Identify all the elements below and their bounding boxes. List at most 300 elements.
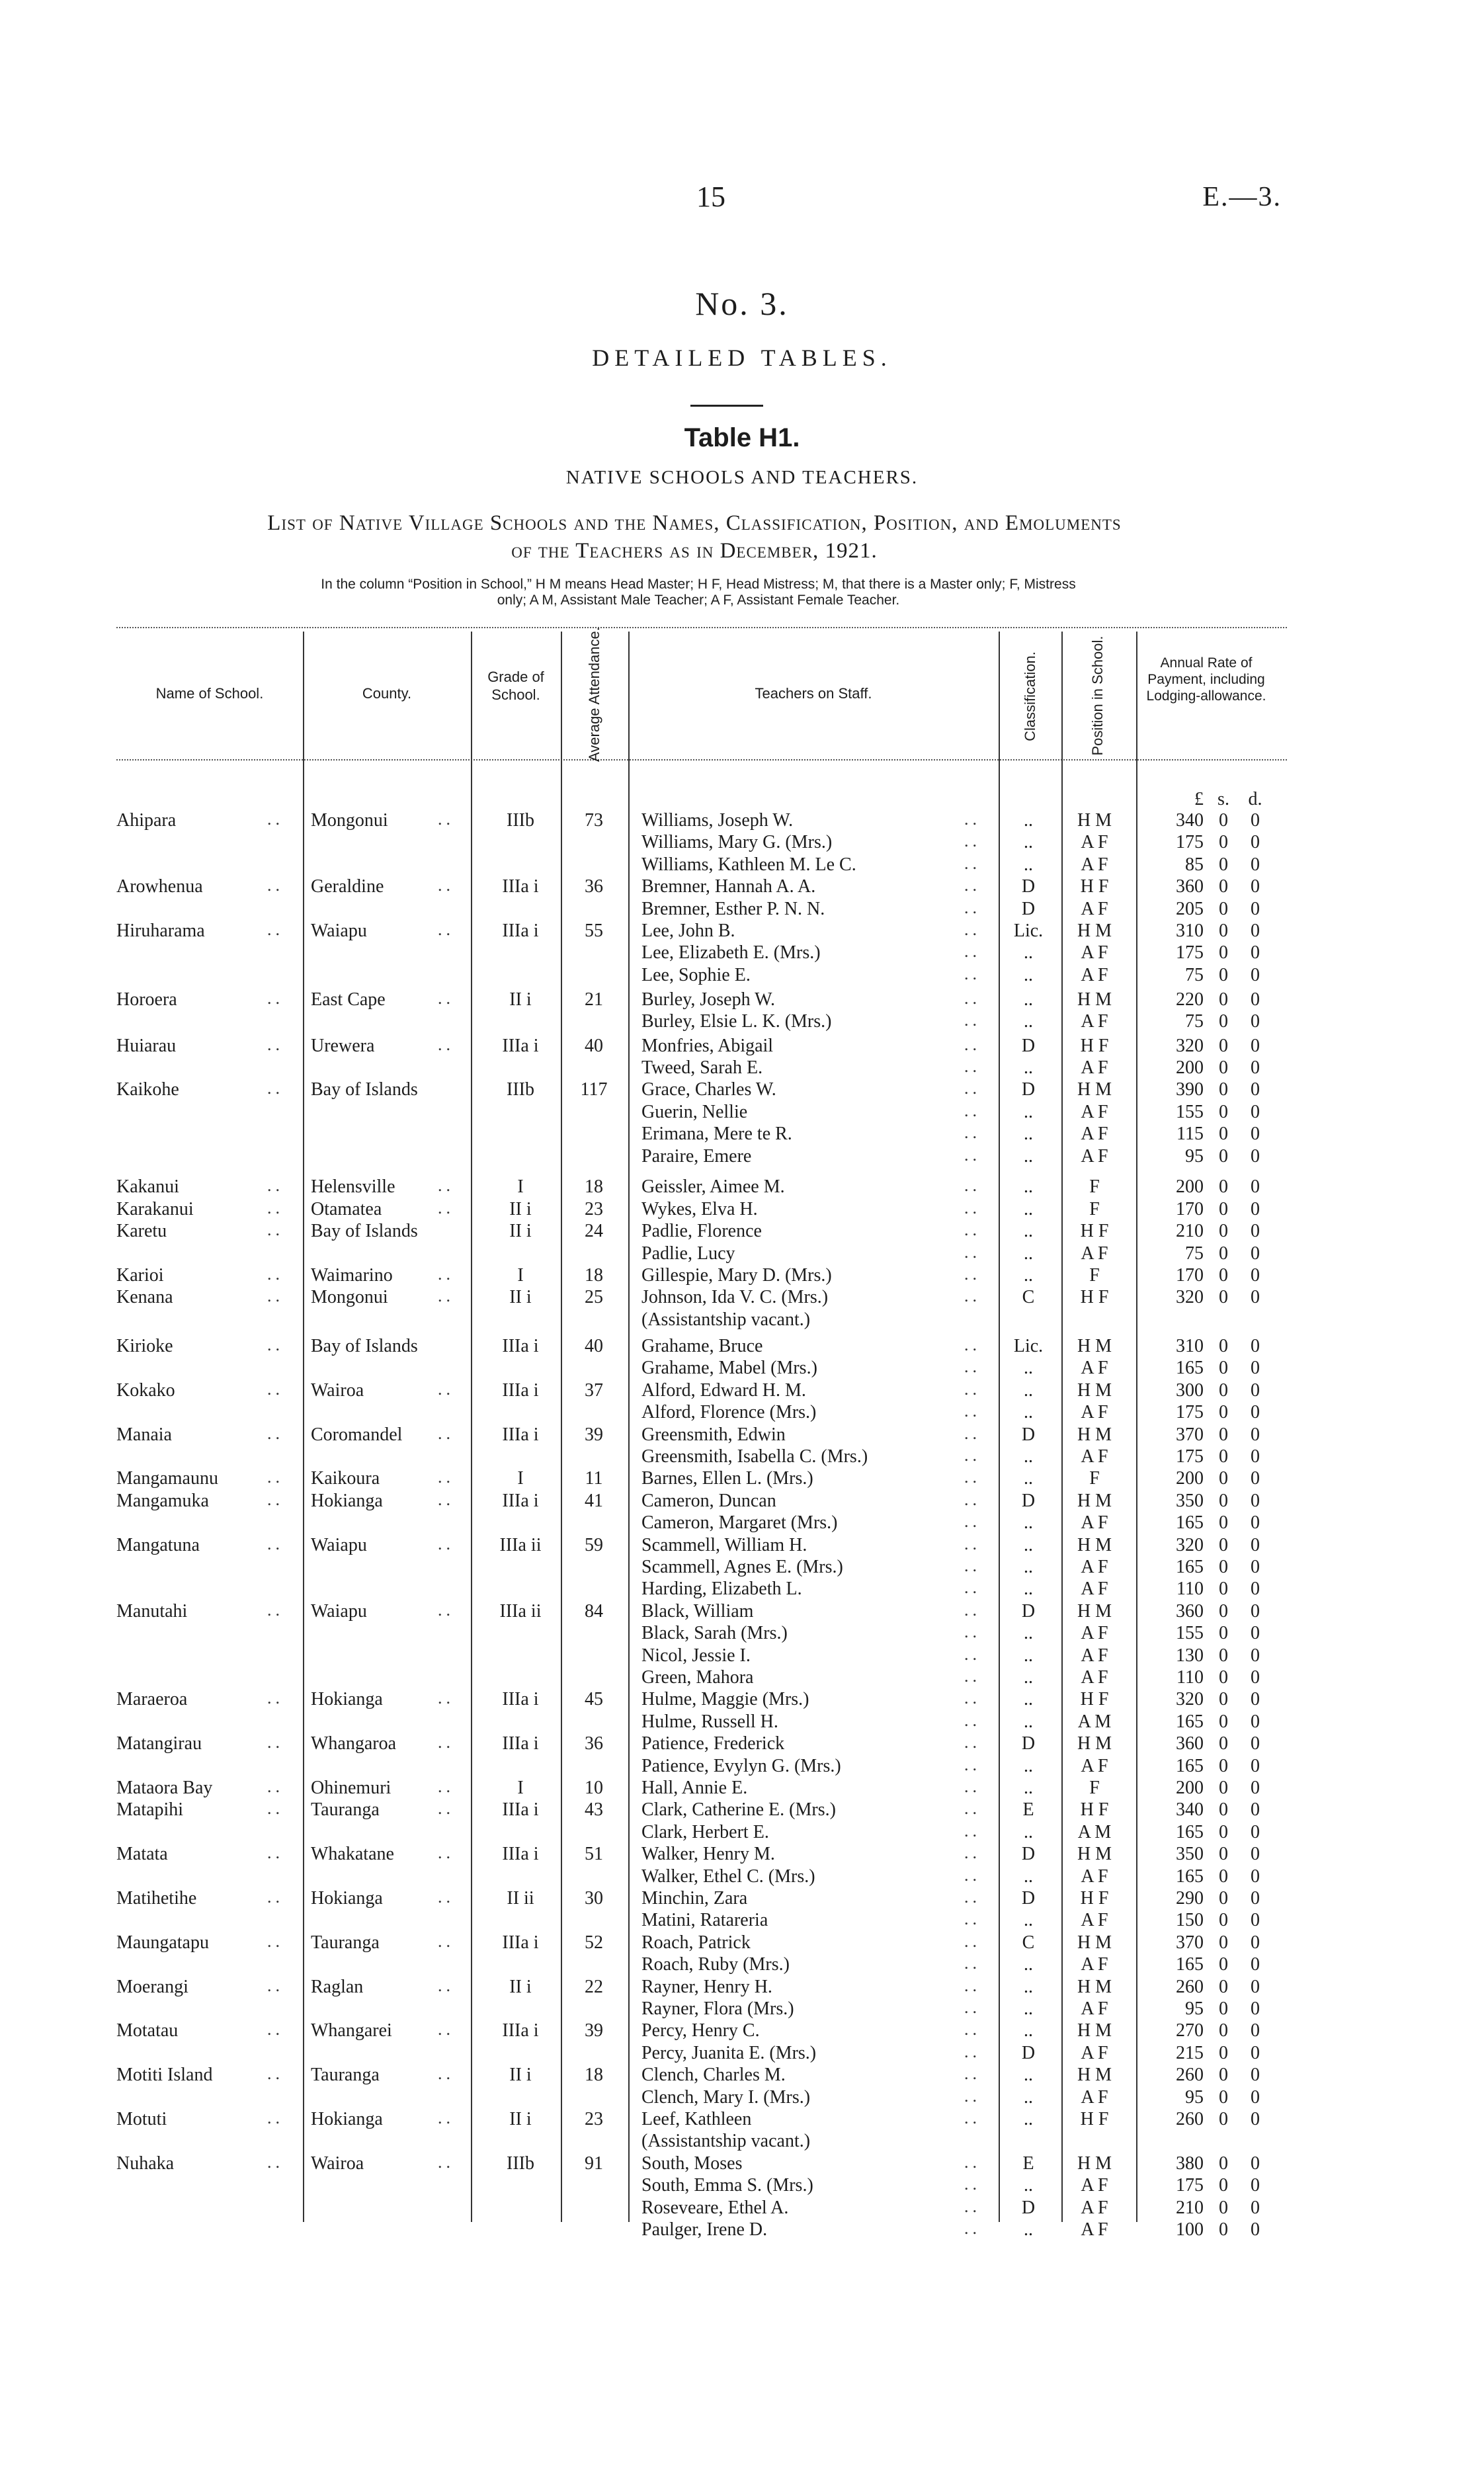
row-pounds: 85 [1185, 854, 1204, 875]
row-position: A F [1081, 1998, 1108, 2019]
row-shillings: 0 [1219, 1932, 1228, 1953]
row-teacher: Clench, Mary I. (Mrs.) [641, 2086, 811, 2108]
row-pounds: 175 [1176, 1446, 1204, 1467]
row-classification: .. [1024, 1666, 1033, 1688]
row-position: A F [1081, 1645, 1108, 1666]
row-pounds: 130 [1176, 1645, 1204, 1666]
row-classification: E [1022, 1799, 1034, 1821]
row-classification: .. [1024, 1579, 1033, 1600]
row-pounds: 165 [1176, 1711, 1204, 1732]
leader-dots: .. [438, 2108, 454, 2127]
leader-dots: .. [964, 1754, 981, 1774]
row-classification: Lic. [1013, 921, 1044, 941]
row-classification: .. [1024, 1755, 1033, 1776]
row-county: Waiapu [311, 1600, 367, 1622]
row-pence: 0 [1251, 1079, 1260, 1100]
row-position: H M [1077, 2065, 1112, 2086]
row-teacher: Burley, Elsie L. K. (Mrs.) [641, 1010, 832, 1032]
row-pence: 0 [1251, 1954, 1260, 1975]
row-county: Hokianga [311, 1887, 383, 1909]
row-shillings: 0 [1219, 2042, 1228, 2063]
row-position: A F [1081, 1402, 1108, 1423]
row-pence: 0 [1251, 1799, 1260, 1821]
row-pounds: 260 [1176, 2108, 1204, 2129]
row-teacher: Leef, Kathleen [641, 2108, 752, 2129]
row-pounds: 210 [1176, 1221, 1204, 1242]
row-pence: 0 [1251, 1101, 1260, 1122]
row-teacher: Lee, John B. [641, 921, 735, 941]
row-shillings: 0 [1219, 1799, 1228, 1821]
row-teacher: Scammell, Agnes E. (Mrs.) [641, 1556, 843, 1577]
row-county: Wairoa [311, 1379, 364, 1401]
row-teacher: Williams, Mary G. (Mrs.) [641, 832, 833, 853]
row-classification: .. [1024, 1556, 1033, 1577]
row-classification: D [1021, 898, 1036, 919]
row-teacher: Patience, Evylyn G. (Mrs.) [641, 1755, 841, 1776]
row-shillings: 0 [1219, 1379, 1228, 1401]
row-position: H M [1077, 1490, 1112, 1511]
row-position: A F [1081, 1579, 1108, 1600]
row-shillings: 0 [1219, 2108, 1228, 2129]
row-classification: D [1021, 2197, 1036, 2218]
row-teacher: Clench, Charles M. [641, 2065, 786, 2086]
row-pounds: 290 [1176, 1887, 1204, 1909]
row-pence: 0 [1251, 2065, 1260, 2086]
row-pounds: 200 [1176, 1057, 1204, 1079]
row-pounds: 165 [1176, 1556, 1204, 1577]
leader-dots: .. [438, 1379, 454, 1399]
column-header-attendance: Average Attendance. [586, 627, 602, 762]
row-shillings: 0 [1219, 1534, 1228, 1555]
row-shillings: 0 [1219, 1711, 1228, 1732]
leader-dots: .. [964, 1666, 981, 1686]
row-pence: 0 [1251, 1379, 1260, 1401]
leader-dots: .. [964, 920, 981, 939]
row-classification: .. [1024, 1910, 1033, 1931]
row-pence: 0 [1251, 1579, 1260, 1600]
leader-dots: .. [964, 1776, 981, 1796]
leader-dots: .. [964, 1079, 981, 1098]
row-school: Kakanui [116, 1176, 179, 1198]
table-note-line-1: In the column “Position in School,” H M means Head Master; H F, Head Mistress; M, that there is a Master only; F, Mistress [321, 577, 1076, 592]
row-shillings: 0 [1219, 921, 1228, 941]
row-pence: 0 [1251, 1265, 1260, 1286]
row-school: Huiarau [116, 1035, 177, 1056]
row-attendance: 36 [585, 1733, 603, 1754]
leader-dots: .. [438, 2020, 454, 2039]
row-position: A F [1081, 832, 1108, 853]
leader-dots: .. [438, 1034, 454, 1054]
leader-dots: .. [964, 1954, 981, 1973]
leader-dots: .. [964, 1600, 981, 1620]
row-shillings: 0 [1219, 1079, 1228, 1100]
row-pence: 0 [1251, 1755, 1260, 1776]
leader-dots: .. [964, 2064, 981, 2084]
leader-dots: .. [438, 1534, 454, 1553]
column-header-grade: Grade of School. [487, 669, 544, 703]
row-pence: 0 [1251, 1287, 1260, 1308]
row-position: A F [1081, 898, 1108, 919]
row-pounds: 75 [1185, 1243, 1204, 1264]
row-pence: 0 [1251, 1711, 1260, 1732]
row-position: A F [1081, 854, 1108, 875]
leader-dots: .. [964, 1644, 981, 1664]
row-pounds: 165 [1176, 1821, 1204, 1842]
row-pounds: 95 [1185, 2086, 1204, 2108]
leader-dots: .. [964, 2218, 981, 2238]
leader-dots: .. [267, 1467, 284, 1487]
leader-dots: .. [267, 1034, 284, 1054]
row-shillings: 0 [1219, 1666, 1228, 1688]
row-grade: IIIa i [502, 1335, 539, 1356]
row-school: Karetu [116, 1221, 167, 1242]
row-classification: .. [1024, 1402, 1033, 1423]
row-school: Moerangi [116, 1976, 188, 1997]
row-school: Kirioke [116, 1335, 173, 1356]
row-teacher: Grahame, Mabel (Mrs.) [641, 1358, 817, 1379]
row-classification: .. [1024, 1954, 1033, 1975]
row-attendance: 91 [585, 2153, 603, 2174]
row-school: Kokako [116, 1379, 175, 1401]
row-grade: IIIa i [502, 876, 539, 897]
leader-dots: .. [267, 1534, 284, 1553]
row-pence: 0 [1251, 1645, 1260, 1666]
row-classification: .. [1024, 1176, 1033, 1198]
row-pounds: 370 [1176, 1424, 1204, 1445]
leader-dots: .. [964, 2041, 981, 2061]
row-pounds: 75 [1185, 1010, 1204, 1032]
row-teacher: Roach, Patrick [641, 1932, 751, 1953]
leader-dots: .. [964, 942, 981, 962]
row-shillings: 0 [1219, 1035, 1228, 1056]
row-shillings: 0 [1219, 1866, 1228, 1887]
row-classification: .. [1024, 854, 1033, 875]
row-classification: .. [1024, 832, 1033, 853]
row-pence: 0 [1251, 1821, 1260, 1842]
row-position: F [1089, 1198, 1100, 1219]
row-classification: .. [1024, 1976, 1033, 1997]
row-pounds: 165 [1176, 1358, 1204, 1379]
row-attendance: 73 [585, 810, 603, 831]
leader-dots: .. [438, 1198, 454, 1217]
row-pounds: 165 [1176, 1512, 1204, 1534]
row-classification: .. [1024, 989, 1033, 1010]
column-header-county: County. [362, 685, 412, 702]
row-classification: .. [1024, 1468, 1033, 1489]
row-classification: D [1021, 1079, 1036, 1100]
row-position: H M [1077, 1932, 1112, 1953]
row-grade: IIIa i [502, 1689, 539, 1710]
row-pounds: 95 [1185, 1145, 1204, 1167]
leader-dots: .. [267, 1688, 284, 1708]
row-shillings: 0 [1219, 2065, 1228, 2086]
row-classification: .. [1024, 1534, 1033, 1555]
row-classification: .. [1024, 810, 1033, 831]
leader-dots: .. [267, 1887, 284, 1907]
row-classification: D [1021, 876, 1036, 897]
row-county: Geraldine [311, 876, 384, 897]
row-teacher: Walker, Henry M. [641, 1844, 775, 1865]
leader-dots: .. [438, 1286, 454, 1306]
row-attendance: 40 [585, 1035, 603, 1056]
leader-dots: .. [267, 1198, 284, 1217]
row-shillings: 0 [1219, 2020, 1228, 2041]
row-classification: .. [1024, 964, 1033, 985]
row-position: H M [1077, 989, 1112, 1010]
row-pence: 0 [1251, 854, 1260, 875]
row-attendance: 52 [585, 1932, 603, 1953]
row-position: A F [1081, 1124, 1108, 1145]
row-classification: E [1022, 2153, 1034, 2174]
row-classification: .. [1024, 942, 1033, 964]
row-position: H M [1077, 2153, 1112, 2174]
row-pence: 0 [1251, 1866, 1260, 1887]
leader-dots: .. [438, 1423, 454, 1443]
row-teacher: Hulme, Russell H. [641, 1711, 778, 1732]
leader-dots: .. [964, 2020, 981, 2039]
row-classification: C [1022, 1932, 1035, 1953]
row-classification: D [1021, 1490, 1036, 1511]
currency-pounds-label: £ [1194, 789, 1204, 809]
row-position: H F [1080, 876, 1109, 897]
row-school: Horoera [116, 989, 177, 1010]
row-attendance: 117 [580, 1079, 608, 1100]
leader-dots: .. [438, 1489, 454, 1509]
leader-dots: .. [964, 964, 981, 983]
row-pounds: 360 [1176, 1600, 1204, 1622]
leader-dots: .. [438, 876, 454, 895]
row-shillings: 0 [1219, 1176, 1228, 1198]
row-position: A F [1081, 1243, 1108, 1264]
row-pounds: 310 [1176, 921, 1204, 941]
row-county: Hokianga [311, 1490, 383, 1511]
leader-dots: .. [267, 1335, 284, 1354]
row-school: Kaikohe [116, 1079, 179, 1100]
row-school: Mangamuka [116, 1490, 209, 1511]
row-teacher: Roseveare, Ethel A. [641, 2197, 789, 2218]
leader-dots: .. [964, 1688, 981, 1708]
row-pence: 0 [1251, 1623, 1260, 1644]
row-position: A F [1081, 964, 1108, 985]
column-header-school: Name of School. [155, 685, 264, 702]
row-teacher: Nicol, Jessie I. [641, 1645, 751, 1666]
row-position: H F [1080, 1287, 1109, 1308]
row-pence: 0 [1251, 1221, 1260, 1242]
leader-dots: .. [964, 1357, 981, 1377]
leader-dots: .. [267, 876, 284, 895]
row-pence: 0 [1251, 1124, 1260, 1145]
row-attendance: 59 [585, 1534, 603, 1555]
row-teacher: Erimana, Mere te R. [641, 1124, 792, 1145]
leader-dots: .. [267, 1220, 284, 1240]
table-note-line-2: only; A M, Assistant Male Teacher; A F, Assistant Female Teacher. [497, 593, 900, 608]
row-county: Bay of Islands [311, 1335, 418, 1356]
row-grade: IIIa i [502, 1733, 539, 1754]
row-grade: IIIa i [502, 921, 539, 941]
row-grade: I [517, 1176, 524, 1198]
row-pence: 0 [1251, 832, 1260, 853]
row-pounds: 320 [1176, 1035, 1204, 1056]
leader-dots: .. [267, 1843, 284, 1863]
row-county: Waimarino [311, 1265, 393, 1286]
row-position: A F [1081, 2086, 1108, 2108]
row-shillings: 0 [1219, 1490, 1228, 1511]
leader-dots: .. [964, 897, 981, 917]
row-attendance: 23 [585, 2108, 603, 2129]
row-shillings: 0 [1219, 1777, 1228, 1798]
leader-dots: .. [964, 1123, 981, 1143]
leader-dots: .. [964, 1467, 981, 1487]
row-pence: 0 [1251, 2197, 1260, 2218]
row-attendance: 45 [585, 1689, 603, 1710]
row-position: A F [1081, 1101, 1108, 1122]
row-attendance: 18 [585, 1176, 603, 1198]
table-title: Table H1. [684, 423, 800, 452]
row-pence: 0 [1251, 1198, 1260, 1219]
table-description-line-1: List of Native Village Schools and the Names, Classification, Position, and Emoluments [267, 511, 1122, 535]
leader-dots: .. [964, 1555, 981, 1575]
row-position: F [1089, 1468, 1100, 1489]
row-pounds: 360 [1176, 1733, 1204, 1754]
row-classification: .. [1024, 1645, 1033, 1666]
row-county: Hokianga [311, 2108, 383, 2129]
row-county: Urewera [311, 1035, 375, 1056]
leader-dots: .. [964, 1512, 981, 1532]
currency-shillings-label: s. [1217, 789, 1229, 809]
row-attendance: 39 [585, 2020, 603, 2041]
leader-dots: .. [964, 1909, 981, 1929]
row-school: Manaia [116, 1424, 172, 1445]
row-pounds: 300 [1176, 1379, 1204, 1401]
row-position: A F [1081, 2197, 1108, 2218]
row-attendance: 18 [585, 2065, 603, 2086]
row-pounds: 200 [1176, 1176, 1204, 1198]
row-shillings: 0 [1219, 2086, 1228, 2108]
row-teacher: Alford, Florence (Mrs.) [641, 1402, 817, 1423]
currency-pence-label: d. [1248, 789, 1262, 809]
leader-dots: .. [267, 2152, 284, 2172]
row-pounds: 175 [1176, 2175, 1204, 2196]
row-teacher: Gillespie, Mary D. (Mrs.) [641, 1265, 832, 1286]
row-teacher: Greensmith, Edwin [641, 1424, 786, 1445]
row-classification: .. [1024, 1689, 1033, 1710]
row-pence: 0 [1251, 1976, 1260, 1997]
row-pounds: 170 [1176, 1265, 1204, 1286]
leader-dots: .. [964, 1423, 981, 1443]
leader-dots: .. [964, 1622, 981, 1642]
row-grade: IIIa i [502, 1490, 539, 1511]
row-county: Kaikoura [311, 1468, 380, 1489]
row-pence: 0 [1251, 1490, 1260, 1511]
row-pence: 0 [1251, 1176, 1260, 1198]
row-classification: .. [1024, 1101, 1033, 1122]
row-pounds: 100 [1176, 2219, 1204, 2240]
row-position: A M [1077, 1711, 1112, 1732]
row-teacher: (Assistantship vacant.) [641, 1309, 811, 1330]
row-attendance: 36 [585, 876, 603, 897]
row-teacher: Black, Sarah (Mrs.) [641, 1623, 788, 1644]
row-grade: IIIa i [502, 2020, 539, 2041]
row-pounds: 165 [1176, 1866, 1204, 1887]
row-shillings: 0 [1219, 1623, 1228, 1644]
row-classification: .. [1024, 1057, 1033, 1079]
row-school: Maungatapu [116, 1932, 209, 1953]
row-pounds: 200 [1176, 1468, 1204, 1489]
row-position: H M [1077, 1335, 1112, 1356]
row-classification: .. [1024, 1198, 1033, 1219]
leader-dots: .. [964, 1401, 981, 1421]
leader-dots: .. [267, 1931, 284, 1951]
leader-dots: .. [964, 2174, 981, 2194]
row-teacher: Clark, Herbert E. [641, 1821, 769, 1842]
row-pounds: 380 [1176, 2153, 1204, 2174]
row-school: Motatau [116, 2020, 179, 2041]
row-position: H M [1077, 1079, 1112, 1100]
row-classification: D [1021, 1844, 1036, 1865]
row-shillings: 0 [1219, 1821, 1228, 1842]
leader-dots: .. [438, 988, 454, 1008]
leader-dots: .. [964, 1100, 981, 1120]
row-pounds: 310 [1176, 1335, 1204, 1356]
row-shillings: 0 [1219, 1733, 1228, 1754]
leader-dots: .. [438, 1887, 454, 1907]
row-pounds: 75 [1185, 964, 1204, 985]
row-position: H M [1077, 1976, 1112, 1997]
row-classification: .. [1024, 1265, 1033, 1286]
column-separator [999, 632, 1000, 2222]
row-county: Whakatane [311, 1844, 394, 1865]
row-grade: I [517, 1468, 524, 1489]
row-school: Matapihi [116, 1799, 184, 1821]
row-pounds: 165 [1176, 1954, 1204, 1975]
row-teacher: Roach, Ruby (Mrs.) [641, 1954, 790, 1975]
row-shillings: 0 [1219, 1010, 1228, 1032]
row-school: Kenana [116, 1287, 173, 1308]
column-separator [1061, 632, 1063, 2222]
row-teacher: Williams, Kathleen M. Le C. [641, 854, 856, 875]
row-pence: 0 [1251, 1777, 1260, 1798]
row-teacher: Grahame, Bruce [641, 1335, 763, 1356]
row-pence: 0 [1251, 964, 1260, 985]
leader-dots: .. [438, 1843, 454, 1863]
row-teacher: Green, Mahora [641, 1666, 754, 1688]
row-position: A F [1081, 1755, 1108, 1776]
row-grade: II ii [507, 1887, 534, 1909]
row-county: Hokianga [311, 1689, 383, 1710]
leader-dots: .. [267, 1799, 284, 1819]
row-pounds: 175 [1176, 1402, 1204, 1423]
leader-dots: .. [964, 1286, 981, 1306]
row-pounds: 95 [1185, 1998, 1204, 2019]
row-school: Nuhaka [116, 2153, 175, 2174]
row-teacher: Percy, Juanita E. (Mrs.) [641, 2042, 817, 2063]
row-pounds: 340 [1176, 810, 1204, 831]
row-classification: .. [1024, 1623, 1033, 1644]
leader-dots: .. [964, 1220, 981, 1240]
row-position: H M [1077, 2020, 1112, 2041]
row-teacher: Grace, Charles W. [641, 1079, 776, 1100]
table-description-line-2: of the Teachers as in December, 1921. [511, 539, 878, 563]
leader-dots: .. [964, 2108, 981, 2127]
leader-dots: .. [964, 1176, 981, 1196]
row-grade: I [517, 1777, 524, 1798]
row-position: H F [1080, 1221, 1109, 1242]
row-position: A F [1081, 2219, 1108, 2240]
row-school: Matata [116, 1844, 168, 1865]
row-classification: .. [1024, 1379, 1033, 1401]
row-grade: IIIa i [502, 1035, 539, 1056]
row-shillings: 0 [1219, 1145, 1228, 1167]
